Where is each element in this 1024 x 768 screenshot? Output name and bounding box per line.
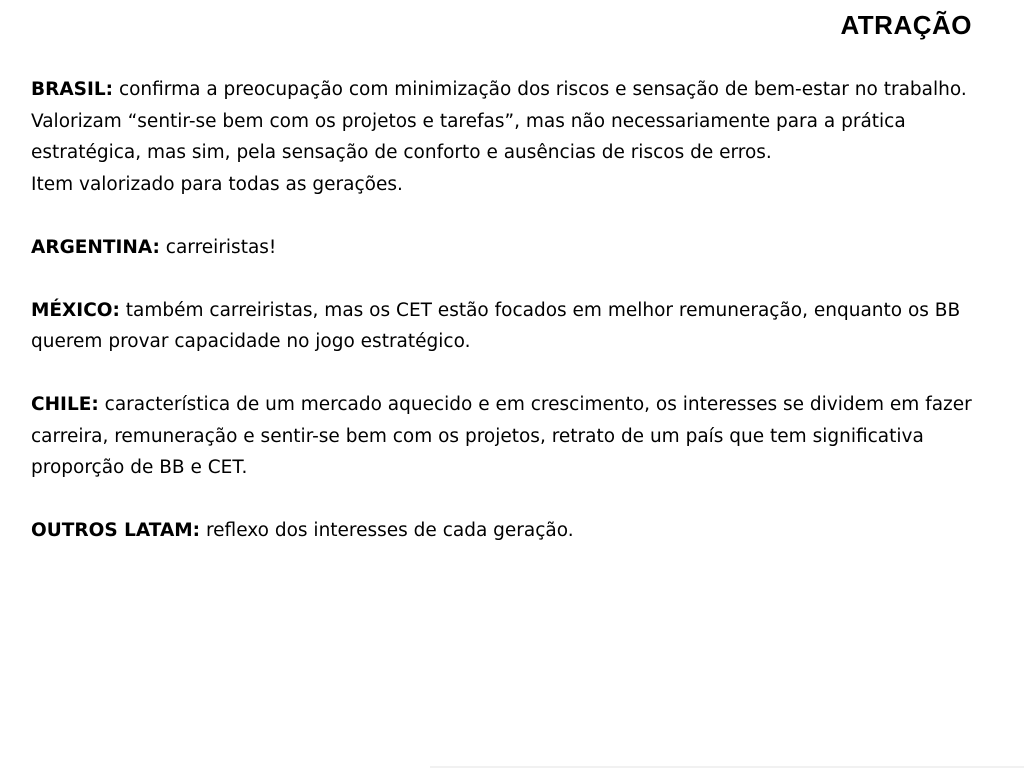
section-brasil [31, 74, 1006, 200]
section-brasil-paragraph [31, 74, 1006, 169]
section-label: ARGENTINA: [31, 236, 160, 258]
section-brasil-extra: Item valorizado para todas as gerações. [31, 173, 403, 195]
section-argentina [31, 232, 1006, 264]
section-label: OUTROS LATAM: [31, 520, 201, 541]
section-label: CHILE: [31, 394, 99, 415]
section-chile [31, 389, 1006, 484]
section-mexico-paragraph [31, 295, 1006, 358]
section-argentina-paragraph [31, 232, 1006, 264]
section-outros-latam [31, 515, 1006, 547]
slide-title: ATRAÇÃO [840, 10, 972, 40]
section-text: característica de um mercado aquecido e em crescimento, os interesses se dividem em fazer carreira, remuneração e sentir-se bem com os projetos, retrato de um país que tem significativa proporção de BB e CET. [31, 394, 972, 478]
section-text: confirma a preocupação com minimização dos riscos e sensação de bem-estar no trabalho. Valorizam “sentir-se bem com os projetos e tarefas”, mas não necessariamente para a prática estratégica, mas sim, pela sensação de conforto e ausências de riscos de erros. [31, 79, 967, 163]
section-text: também carreiristas, mas os CET estão focados em melhor remuneração, enquanto os BB querem provar capacidade no jogo estratégico. [31, 299, 961, 352]
section-outros-latam-paragraph [31, 515, 1006, 547]
section-label: BRASIL: [31, 79, 114, 100]
section-text: carreiristas! [159, 236, 277, 258]
section-mexico [31, 295, 1006, 358]
section-label: MÉXICO: [31, 299, 120, 321]
section-chile-paragraph [31, 389, 1006, 484]
slide-content [31, 74, 1006, 578]
section-text: reflexo dos interesses de cada geração. [200, 520, 574, 541]
